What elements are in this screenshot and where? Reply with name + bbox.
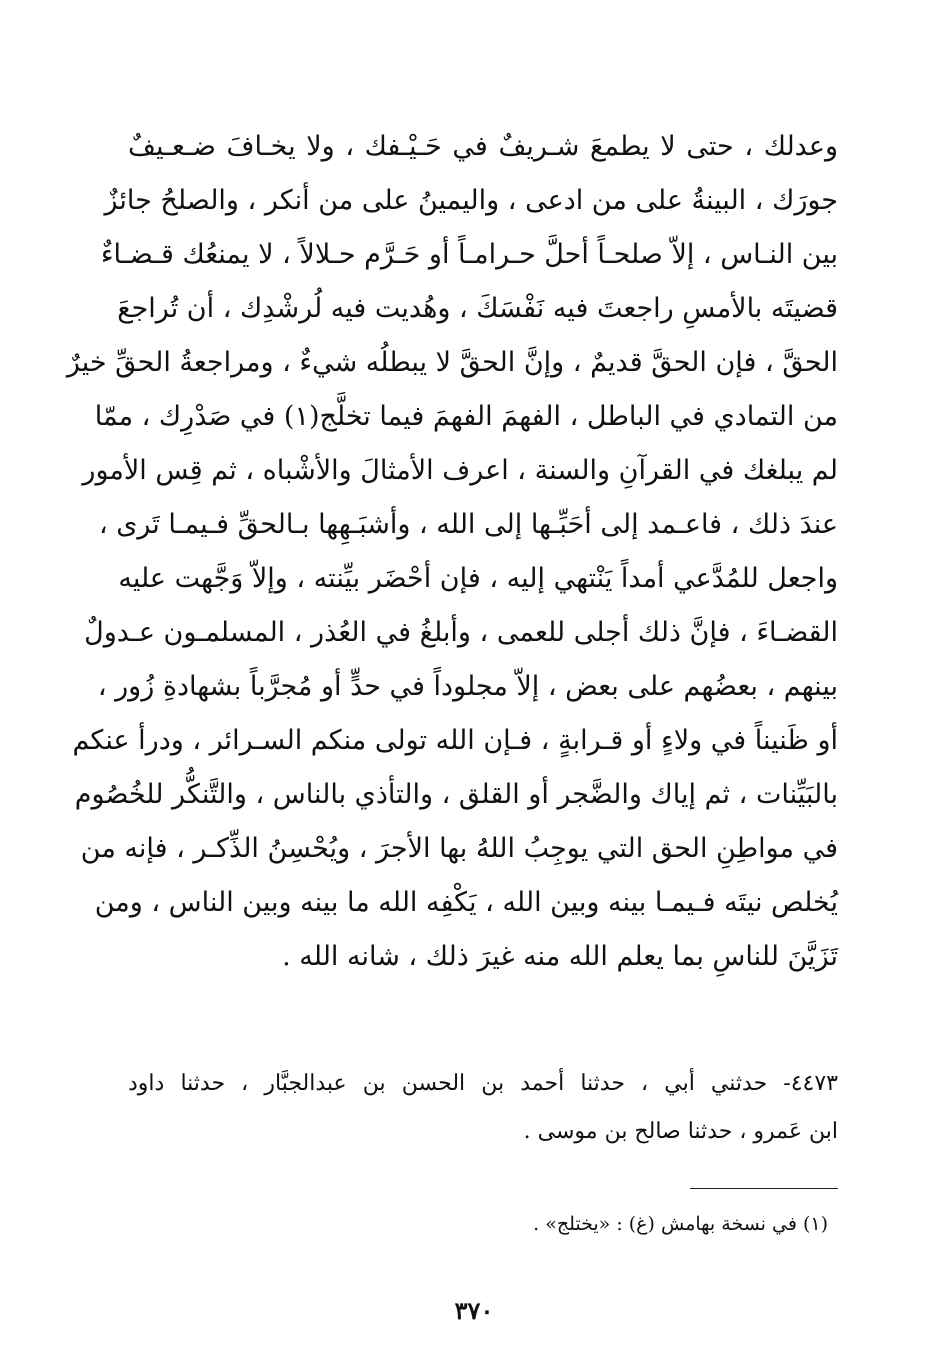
text-line: عندَ ذلك ، فاعـمد إلى أحَبِّـها إلى الله ، وأشبَـهِها بـالحقِّ فـيمـا تَرى ،: [98, 509, 838, 540]
text-line: القضـاءَ ، فإنَّ ذلك أجلى للعمى ، وأبلغُ في العُذر ، المسلمـون عـدولٌ: [84, 617, 838, 648]
page-number: ٣٧٠: [454, 1296, 494, 1325]
text-line: واجعل للمُدَّعي أمداً يَنْتهي إليه ، فإن أحْضَر بيِّنته ، وإلاّ وَجَّهت عليه: [118, 563, 838, 594]
hadith-line: ٤٤٧٣- حدثني أبي ، حدثنا أحمد بن الحسن بن عبدالجبَّار ، حدثنا داود: [128, 1071, 838, 1096]
text-line: بينهم ، بعضُهم على بعض ، إلاّ مجلوداً في حدٍّ أو مُجرَّباً بشهادةِ زُور ،: [97, 671, 838, 702]
text-line: من التمادي في الباطل ، الفهمَ الفهمَ فيما تخلَّج(١) في صَدْرِك ، ممّا: [94, 401, 838, 432]
hadith-line: ابن عَمرو ، حدثنا صالح بن موسى .: [523, 1119, 838, 1144]
footnote: (١) في نسخة بهامش (غ) : «يختلج» .: [533, 1213, 828, 1235]
footnote-separator: [690, 1188, 838, 1189]
text-line: وعدلك ، حتى لا يطمعَ شـريفٌ في حَـيْـفك ، ولا يخـافَ ضـعـيفٌ: [128, 131, 838, 162]
text-line: بالبَيِّنات ، ثم إياك والضَّجر أو القلق ، والتأذي بالناس ، والتَّنكُّر للخُصُوم: [74, 779, 838, 810]
main-text-block: [66, 120, 838, 984]
text-line: في مواطِنِ الحق التي يوجِبُ اللهُ بها الأجرَ ، ويُحْسِنُ الذِّكـر ، فإنه من: [80, 833, 838, 864]
text-line: جورَك ، البينةُ على من ادعى ، واليمينُ على من أنكر ، والصلحُ جائزٌ: [104, 185, 838, 216]
text-line: يُخلص نيتَه فـيمـا بينه وبين الله ، يَكْفِه الله ما بينه وبين الناس ، ومن: [94, 887, 838, 918]
text-line: بين النـاس ، إلاّ صلحـاً أحلَّ حـرامـاً أو حَـرَّم حـلالاً ، لا يمنعُك قـضـاءٌ: [100, 239, 838, 270]
text-line: قضيتَه بالأمسِ راجعتَ فيه نَفْسَكَ ، وهُديت فيه لُرشْدِك ، أن تُراجعَ: [117, 293, 838, 324]
text-line: لم يبلغك في القرآنِ والسنة ، اعرف الأمثالَ والأشْباه ، ثم قِس الأمور: [82, 455, 838, 486]
text-line: تَزَيَّنَ للناسِ بما يعلم الله منه غيرَ ذلك ، شانه الله .: [282, 941, 838, 972]
hadith-entry: [128, 1060, 838, 1156]
text-line: الحقَّ ، فإن الحقَّ قديمٌ ، وإنَّ الحقَّ لا يبطلُه شيءٌ ، ومراجعةُ الحقِّ خيرٌ: [66, 347, 838, 378]
text-line: أو ظَنيناً في ولاءٍ أو قـرابةٍ ، فـإن الله تولى منكم السـرائر ، ودرأ عنكم: [72, 725, 838, 756]
